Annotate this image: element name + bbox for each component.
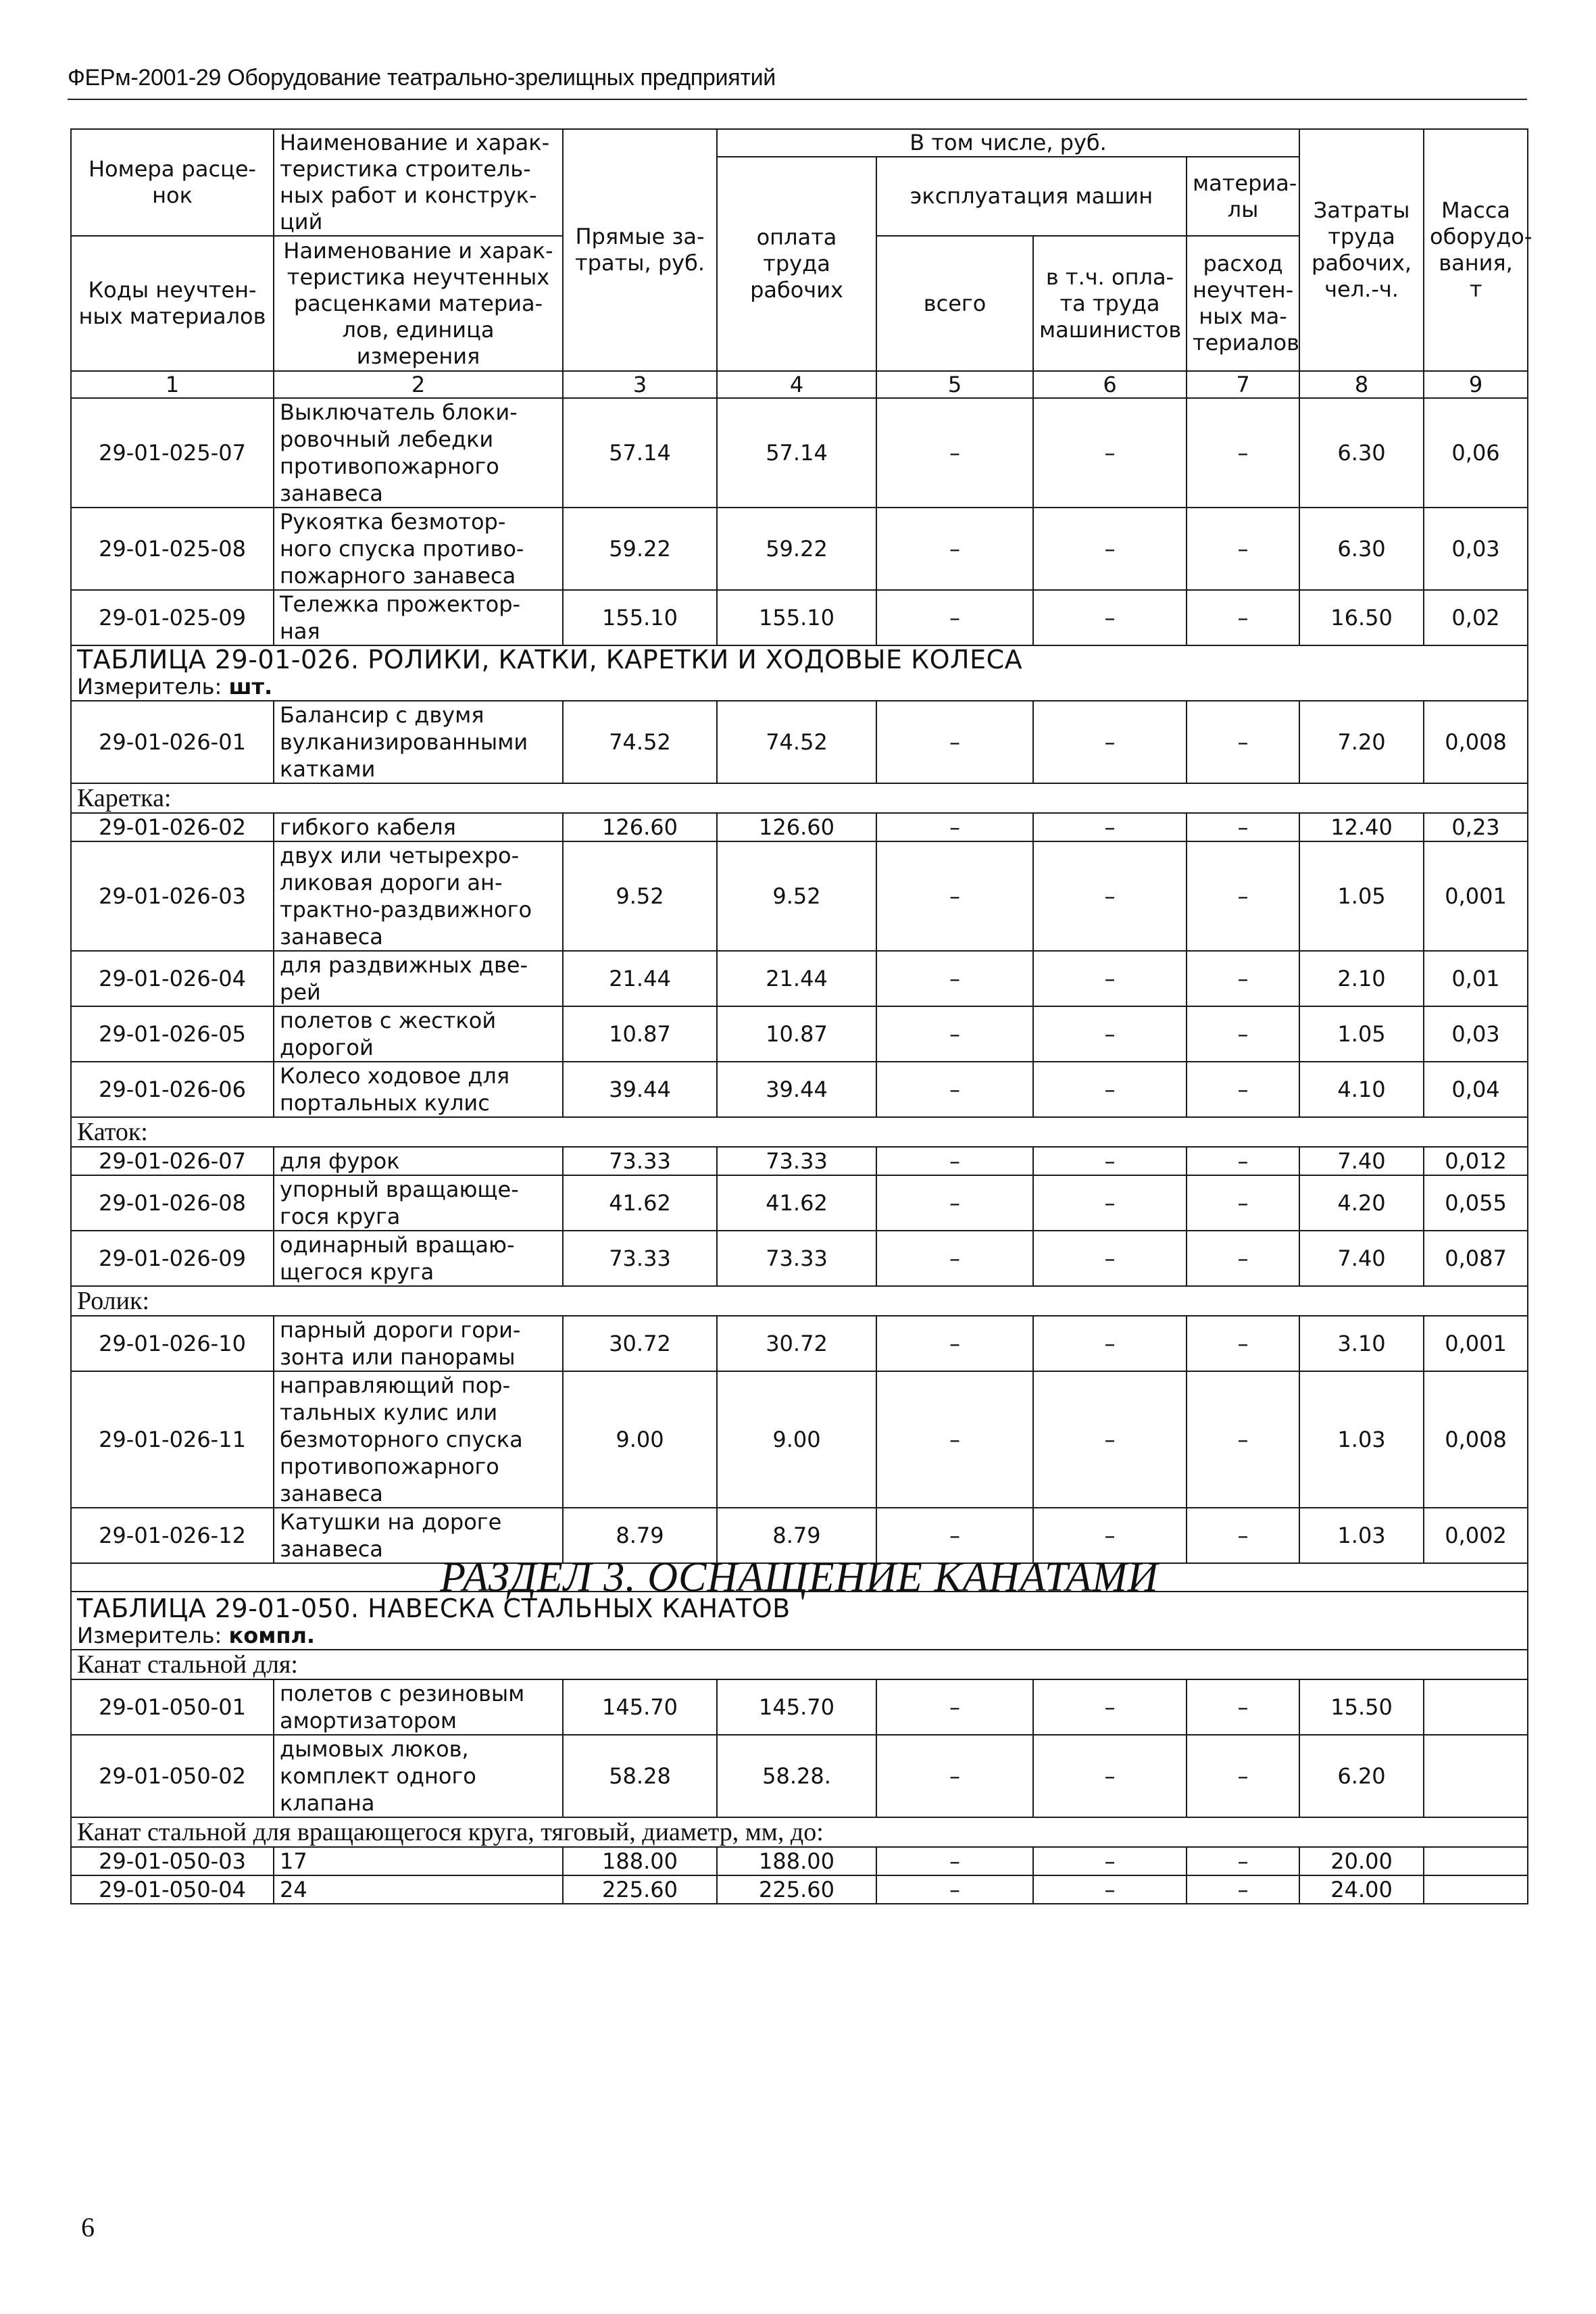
rate-code: 29-01-026-05 (71, 1006, 274, 1062)
table-050-title: ТАБЛИЦА 29-01-050. НАВЕСКА СТАЛЬНЫХ КАНАТОВ (71, 1592, 1528, 1622)
labor-pay: 21.44 (717, 951, 876, 1006)
machines-total: – (876, 1847, 1033, 1875)
equipment-mass: 0,001 (1424, 1316, 1528, 1371)
machines-total: – (876, 1508, 1033, 1563)
table-row (71, 1147, 1528, 1175)
direct-costs: 188.00 (563, 1847, 717, 1875)
rate-code: 29-01-026-03 (71, 841, 274, 951)
header-machinists-pay: в т.ч. опла-та труда машинистов (1033, 236, 1187, 371)
group-heading-steel-rope: Канат стальной для: (71, 1650, 1528, 1679)
column-index: 4 (717, 371, 876, 398)
direct-costs: 39.44 (563, 1062, 717, 1117)
labor-hours: 16.50 (1299, 590, 1424, 645)
equipment-mass: 0,01 (1424, 951, 1528, 1006)
labor-pay: 73.33 (717, 1147, 876, 1175)
direct-costs: 21.44 (563, 951, 717, 1006)
norms-table (70, 128, 1532, 1904)
direct-costs: 155.10 (563, 590, 717, 645)
equipment-mass (1424, 1847, 1528, 1875)
machinists-pay: – (1033, 1735, 1187, 1817)
table-row (71, 701, 1528, 783)
table-row (71, 1062, 1528, 1117)
direct-costs: 73.33 (563, 1147, 717, 1175)
machines-total: – (876, 1875, 1033, 1904)
labor-pay: 188.00 (717, 1847, 876, 1875)
labor-hours: 2.10 (1299, 951, 1424, 1006)
labor-pay: 58.28. (717, 1735, 876, 1817)
rows-traction-rope (71, 1847, 1528, 1904)
direct-costs: 74.52 (563, 701, 717, 783)
rate-code: 29-01-026-12 (71, 1508, 274, 1563)
machinists-pay: – (1033, 701, 1187, 783)
labor-hours: 1.05 (1299, 1006, 1424, 1062)
unaccounted-materials: – (1187, 1371, 1299, 1508)
machinists-pay: – (1033, 1147, 1187, 1175)
rows-karetka (71, 813, 1528, 1117)
machines-total: – (876, 590, 1033, 645)
item-name: одинарный вращаю-щегося круга (274, 1231, 563, 1286)
item-name: дымовых люков, комплект одного клапана (274, 1735, 563, 1817)
rate-code: 29-01-026-08 (71, 1175, 274, 1231)
direct-costs: 8.79 (563, 1508, 717, 1563)
rows-katok (71, 1147, 1528, 1286)
machinists-pay: – (1033, 1875, 1187, 1904)
machinists-pay: – (1033, 1679, 1187, 1735)
item-name: полетов с жесткой дорогой (274, 1006, 563, 1062)
rows-steel-rope (71, 1679, 1528, 1817)
rate-code: 29-01-026-10 (71, 1316, 274, 1371)
item-name: Балансир с двумя вулканизированными катками (274, 701, 563, 783)
machines-total: – (876, 1006, 1033, 1062)
direct-costs: 225.60 (563, 1875, 717, 1904)
unaccounted-materials: – (1187, 1231, 1299, 1286)
header-including: В том числе, руб. (717, 129, 1299, 157)
direct-costs: 59.22 (563, 508, 717, 590)
equipment-mass (1424, 1875, 1528, 1904)
column-index-row (71, 371, 1528, 398)
direct-costs: 58.28 (563, 1735, 717, 1817)
labor-pay: 57.14 (717, 398, 876, 508)
labor-hours: 1.03 (1299, 1508, 1424, 1563)
column-index: 9 (1424, 371, 1528, 398)
labor-pay: 155.10 (717, 590, 876, 645)
rate-code: 29-01-026-04 (71, 951, 274, 1006)
equipment-mass (1424, 1735, 1528, 1817)
unaccounted-materials: – (1187, 1062, 1299, 1117)
equipment-mass: 0,001 (1424, 841, 1528, 951)
header-machines-total: всего (876, 236, 1033, 371)
machinists-pay: – (1033, 1175, 1187, 1231)
machines-total: – (876, 398, 1033, 508)
table-row (71, 1735, 1528, 1817)
table-026-heading (71, 645, 1528, 701)
header-labor-pay: оплата труда рабочих (717, 157, 876, 371)
group-heading-rolik: Ролик: (71, 1286, 1528, 1316)
machinists-pay: – (1033, 1316, 1187, 1371)
section-3-title: РАЗДЕЛ 3. ОСНАЩЕНИЕ КАНАТАМИ (71, 1563, 1528, 1592)
item-name: двух или четырехро-ликовая дороги ан-трактно-раздвижного занавеса (274, 841, 563, 951)
meter-label: Измеритель: (77, 1623, 222, 1648)
running-header: ФЕРм-2001-29 Оборудование театрально-зрелищных предприятий (68, 65, 776, 91)
header-direct-costs: Прямые за-траты, руб. (563, 129, 717, 371)
table-row (71, 1175, 1528, 1231)
table-row (71, 1316, 1528, 1371)
unaccounted-materials: – (1187, 1006, 1299, 1062)
labor-pay: 41.62 (717, 1175, 876, 1231)
direct-costs: 10.87 (563, 1006, 717, 1062)
header-machine-operation: эксплуатация машин (876, 157, 1187, 236)
labor-pay: 59.22 (717, 508, 876, 590)
table-row (71, 841, 1528, 951)
column-index: 3 (563, 371, 717, 398)
unaccounted-materials: – (1187, 398, 1299, 508)
unaccounted-materials: – (1187, 1735, 1299, 1817)
machines-total: – (876, 1062, 1033, 1117)
direct-costs: 126.60 (563, 813, 717, 841)
rows-balancer (71, 701, 1528, 783)
labor-hours: 4.20 (1299, 1175, 1424, 1231)
labor-hours: 24.00 (1299, 1875, 1424, 1904)
equipment-mass: 0,002 (1424, 1508, 1528, 1563)
labor-pay: 10.87 (717, 1006, 876, 1062)
header-labor-costs: Затраты труда рабочих, чел.-ч. (1299, 129, 1424, 371)
labor-hours: 12.40 (1299, 813, 1424, 841)
machinists-pay: – (1033, 951, 1187, 1006)
header-rule (68, 99, 1527, 100)
direct-costs: 73.33 (563, 1231, 717, 1286)
page-number: 6 (81, 2212, 95, 2242)
machinists-pay: – (1033, 1006, 1187, 1062)
labor-pay: 145.70 (717, 1679, 876, 1735)
direct-costs: 9.52 (563, 841, 717, 951)
rate-code: 29-01-026-06 (71, 1062, 274, 1117)
machines-total: – (876, 508, 1033, 590)
rate-code: 29-01-025-09 (71, 590, 274, 645)
direct-costs: 9.00 (563, 1371, 717, 1508)
direct-costs: 145.70 (563, 1679, 717, 1735)
machinists-pay: – (1033, 590, 1187, 645)
column-index: 2 (274, 371, 563, 398)
labor-pay: 126.60 (717, 813, 876, 841)
table-row (71, 1371, 1528, 1508)
labor-hours: 3.10 (1299, 1316, 1424, 1371)
unaccounted-materials: – (1187, 1147, 1299, 1175)
labor-hours: 7.40 (1299, 1147, 1424, 1175)
rate-code: 29-01-025-07 (71, 398, 274, 508)
direct-costs: 30.72 (563, 1316, 717, 1371)
rate-code: 29-01-050-03 (71, 1847, 274, 1875)
equipment-mass: 0,012 (1424, 1147, 1528, 1175)
machines-total: – (876, 951, 1033, 1006)
rate-code: 29-01-026-09 (71, 1231, 274, 1286)
table-row (71, 1231, 1528, 1286)
machinists-pay: – (1033, 813, 1187, 841)
column-index: 1 (71, 371, 274, 398)
labor-hours: 20.00 (1299, 1847, 1424, 1875)
labor-hours: 6.30 (1299, 508, 1424, 590)
equipment-mass: 0,03 (1424, 508, 1528, 590)
unaccounted-materials: – (1187, 813, 1299, 841)
rate-code: 29-01-026-07 (71, 1147, 274, 1175)
machines-total: – (876, 1679, 1033, 1735)
labor-pay: 9.00 (717, 1371, 876, 1508)
labor-pay: 8.79 (717, 1508, 876, 1563)
equipment-mass: 0,055 (1424, 1175, 1528, 1231)
unaccounted-materials: – (1187, 1175, 1299, 1231)
rate-code: 29-01-026-02 (71, 813, 274, 841)
machines-total: – (876, 841, 1033, 951)
unaccounted-materials: – (1187, 1508, 1299, 1563)
item-name: Колесо ходовое для портальных кулис (274, 1062, 563, 1117)
rate-code: 29-01-050-01 (71, 1679, 274, 1735)
labor-pay: 9.52 (717, 841, 876, 951)
machines-total: – (876, 1147, 1033, 1175)
column-index: 8 (1299, 371, 1424, 398)
machines-total: – (876, 701, 1033, 783)
machinists-pay: – (1033, 841, 1187, 951)
direct-costs: 57.14 (563, 398, 717, 508)
machines-total: – (876, 813, 1033, 841)
table-row (71, 1847, 1528, 1875)
header-rate-numbers: Номера расце-нок (71, 129, 274, 236)
labor-hours: 7.40 (1299, 1231, 1424, 1286)
column-index: 5 (876, 371, 1033, 398)
column-index: 7 (1187, 371, 1299, 398)
unaccounted-materials: – (1187, 951, 1299, 1006)
header-material-names: Наименование и харак-теристика неучтенных расценками материа-лов, единица измерения (274, 236, 563, 371)
machinists-pay: – (1033, 1847, 1187, 1875)
item-name: 24 (274, 1875, 563, 1904)
table-row (71, 813, 1528, 841)
meter-unit: шт. (228, 674, 273, 699)
item-name: парный дороги гори-зонта или панорамы (274, 1316, 563, 1371)
header-equipment-mass: Масса оборудо-вания, т (1424, 129, 1528, 371)
meter-label: Измеритель: (77, 674, 222, 699)
header-work-name: Наименование и харак-теристика строитель-ных работ и конструк-ций (274, 129, 563, 236)
equipment-mass: 0,008 (1424, 1371, 1528, 1508)
equipment-mass: 0,03 (1424, 1006, 1528, 1062)
equipment-mass: 0,008 (1424, 701, 1528, 783)
machines-total: – (876, 1175, 1033, 1231)
table-050-meter (71, 1622, 1528, 1650)
item-name: упорный вращающе-гося круга (274, 1175, 563, 1231)
rows-rolik (71, 1316, 1528, 1563)
labor-hours: 7.20 (1299, 701, 1424, 783)
rate-code: 29-01-026-11 (71, 1371, 274, 1508)
item-name: Катушки на дороге занавеса (274, 1508, 563, 1563)
column-index: 6 (1033, 371, 1187, 398)
meter-unit: компл. (228, 1623, 316, 1648)
header-materials: материа-лы (1187, 157, 1299, 236)
table-header (71, 129, 1532, 398)
machines-total: – (876, 1231, 1033, 1286)
equipment-mass: 0,04 (1424, 1062, 1528, 1117)
group-heading-karetka: Каретка: (71, 783, 1528, 813)
unaccounted-materials: – (1187, 1316, 1299, 1371)
rate-code: 29-01-025-08 (71, 508, 274, 590)
unaccounted-materials: – (1187, 841, 1299, 951)
labor-pay: 39.44 (717, 1062, 876, 1117)
machinists-pay: – (1033, 1231, 1187, 1286)
equipment-mass: 0,02 (1424, 590, 1528, 645)
table-row (71, 1679, 1528, 1735)
unaccounted-materials: – (1187, 1847, 1299, 1875)
direct-costs: 41.62 (563, 1175, 717, 1231)
equipment-mass: 0,23 (1424, 813, 1528, 841)
equipment-mass: 0,06 (1424, 398, 1528, 508)
equipment-mass (1424, 1679, 1528, 1735)
table-row (71, 951, 1528, 1006)
item-name: Рукоятка безмотор-ного спуска противо-пожарного занавеса (274, 508, 563, 590)
item-name: полетов с резиновым амортизатором (274, 1679, 563, 1735)
item-name: Тележка прожектор-ная (274, 590, 563, 645)
group-heading-traction-rope: Канат стальной для вращающегося круга, тяговый, диаметр, мм, до: (71, 1817, 1528, 1847)
machines-total: – (876, 1371, 1033, 1508)
table-row (71, 398, 1528, 508)
machinists-pay: – (1033, 1508, 1187, 1563)
machinists-pay: – (1033, 1371, 1187, 1508)
header-unaccounted-materials: расход неучтен-ных ма-териалов (1187, 236, 1299, 371)
machinists-pay: – (1033, 398, 1187, 508)
unaccounted-materials: – (1187, 701, 1299, 783)
item-name: Выключатель блоки-ровочный лебедки противопожарного занавеса (274, 398, 563, 508)
machines-total: – (876, 1316, 1033, 1371)
unaccounted-materials: – (1187, 1875, 1299, 1904)
unaccounted-materials: – (1187, 1679, 1299, 1735)
labor-hours: 1.03 (1299, 1371, 1424, 1508)
unaccounted-materials: – (1187, 590, 1299, 645)
rate-code: 29-01-026-01 (71, 701, 274, 783)
rate-code: 29-01-050-02 (71, 1735, 274, 1817)
machinists-pay: – (1033, 1062, 1187, 1117)
labor-hours: 4.10 (1299, 1062, 1424, 1117)
labor-pay: 30.72 (717, 1316, 876, 1371)
labor-pay: 74.52 (717, 701, 876, 783)
rows-table-025 (71, 398, 1528, 645)
machinists-pay: – (1033, 508, 1187, 590)
item-name: гибкого кабеля (274, 813, 563, 841)
item-name: направляющий пор-тальных кулис или безмоторного спуска противопожарного занавеса (274, 1371, 563, 1508)
item-name: для раздвижных две-рей (274, 951, 563, 1006)
table-026-title: ТАБЛИЦА 29-01-026. РОЛИКИ, КАТКИ, КАРЕТКИ И ХОДОВЫЕ КОЛЕСА (71, 645, 1528, 673)
group-heading-katok: Каток: (71, 1117, 1528, 1147)
labor-hours: 6.20 (1299, 1735, 1424, 1817)
table-row (71, 590, 1528, 645)
unaccounted-materials: – (1187, 508, 1299, 590)
labor-pay: 73.33 (717, 1231, 876, 1286)
table-row (71, 508, 1528, 590)
table-026-meter (71, 673, 1528, 701)
rate-code: 29-01-050-04 (71, 1875, 274, 1904)
item-name: для фурок (274, 1147, 563, 1175)
header-material-codes: Коды неучтен-ных материалов (71, 236, 274, 371)
labor-hours: 1.05 (1299, 841, 1424, 951)
machines-total: – (876, 1735, 1033, 1817)
labor-hours: 6.30 (1299, 398, 1424, 508)
table-row (71, 1006, 1528, 1062)
table-row (71, 1875, 1528, 1904)
equipment-mass: 0,087 (1424, 1231, 1528, 1286)
item-name: 17 (274, 1847, 563, 1875)
labor-pay: 225.60 (717, 1875, 876, 1904)
labor-hours: 15.50 (1299, 1679, 1424, 1735)
